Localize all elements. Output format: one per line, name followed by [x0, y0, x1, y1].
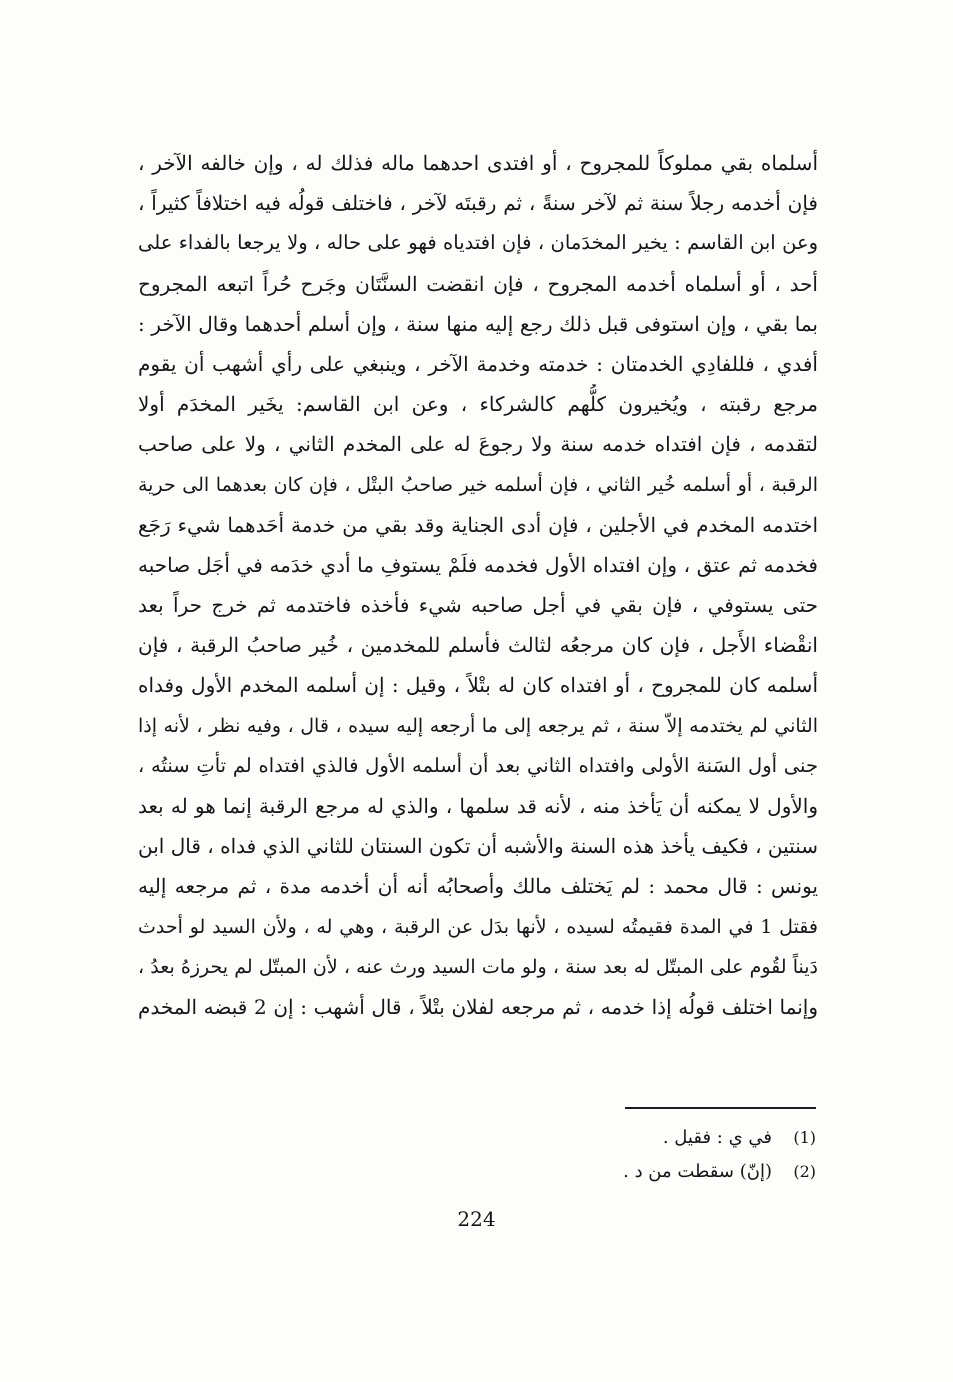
text-line: يونس : قال محمد : لم يَختلف مالك وأصحابُه أنه أن أخدمه مدة ، ثم مرجعه إليه: [138, 874, 818, 899]
text-line: سنتين ، فكيف يأخذ هذه السنة والأشبه أن تكون السنتان للثاني الذي فداه ، قال ابن: [138, 834, 818, 859]
footnote-number: (2): [793, 1162, 816, 1181]
text-line: لتقدمه ، فإن افتداه خدمه سنة ولا رجوعَ له على المخدم الثاني ، ولا على صاحب: [138, 432, 818, 457]
text-line: جنى أول السَنة الأولى وافتداه الثاني بعد أن أسلمه الأول فالذي افتداه لم تأتِ سنتُه ،: [138, 753, 818, 777]
text-line: فإن أخدمه رجلاً سنة ثم لآخر سنةً ، ثم رقبتَه لآخر ، فاختلف قولُه فيه اختلافاً كثيراً ،: [138, 191, 818, 216]
text-line: فقتل 1 في المدة فقيمتُه لسيده ، لأنها بدَل عن الرقبة ، وهي له ، ولأن السيد لو أحدث: [138, 915, 818, 938]
page-number: 224: [457, 1207, 496, 1231]
footnote: [560, 1121, 816, 1155]
text-line: أحد ، أو أسلماه أخدمه المجروح ، فإن انقضت السنَّتَان وجَرح حُراً اتبعه المجروح: [138, 271, 818, 296]
text-line: فخدمه ثم عتق ، وإن افتداه الأول فخدمه فلَمْ يستوفِ ما أدي خدَمه في أجَل صاحبه: [138, 552, 818, 577]
text-line: الرقبة ، أو أسلمه خُير الثاني ، فإن أسلمه خير صاحبُ البتْل ، فإن كان بعدهما الى حرية: [138, 473, 818, 496]
footnote-divider: [625, 1107, 816, 1109]
text-line: مرجع رقبته ، ويُخيرون كلُّهم كالشركاء ، وعن ابن القاسم: يخَير المخدَم أولا: [138, 392, 818, 417]
footnote-text: (إنّ) سقطت من د .: [623, 1161, 772, 1182]
footnotes: [560, 1121, 816, 1189]
main-text: [138, 143, 818, 1027]
text-line: أفدي ، فللفادِي الخدمتان : خدمته وخدمة الآخر ، وينبغي على رأي أشهب أن يقوم: [138, 351, 818, 376]
text-line: والأول لا يمكنه أن يَأخذ منه ، لأنه قد سلمها ، والذي له مرجع الرقبة إنما هو له بعد: [138, 794, 818, 818]
text-line: بما بقي ، وإن استوفى قبل ذلك رجع إليه منها سنة ، وإن أسلم أحدهما وقال الآخر :: [138, 311, 818, 336]
text-line: وعن ابن القاسم : يخير المخدَمان ، فإن افتدياه فهو على حاله ، ولا يرجعا بالفداء على: [138, 231, 818, 255]
text-line: أسلمه كان للمجروح ، أو افتداه كان له بتْلاً ، وقيل : إن أسلمه المخدم الأول وفداه: [138, 673, 818, 698]
footnote: [560, 1155, 816, 1189]
text-line: اختدمه المخدم في الأجلين ، فإن أدى الجناية وقد بقي من خدمة أحَدهما شيء رَجَع: [138, 512, 818, 537]
footnote-number: (1): [793, 1128, 816, 1147]
text-line: الثاني لم يختدمه إلاّ سنة ، ثم يرجعه إلى ما أرجعه إليه سيده ، قال ، وفيه نظر ، لأنه إذا: [138, 714, 818, 737]
text-line: وإنما اختلف قولُه إذا خدمه ، ثم مرجعه لفلان بتْلاً ، قال أشهب : إن 2 قبضه المخدم: [138, 994, 818, 1019]
text-line: انقْضاء الأَجل ، فإن كان مرجعُه لثالث فأسلم للمخدمين ، خُير صاحبُ الرقبة ، فإن: [138, 633, 818, 658]
footnote-text: في ي : فقيل .: [662, 1127, 772, 1148]
text-line: أسلماه بقي مملوكاً للمجروح ، أو افتدى احدهما ماله فذلك له ، وإن خالفه الآخر ،: [138, 151, 818, 175]
text-line: دَيناً لقُوم على المبتّل له بعد سنة ، ولو مات السيد ورث عنه ، لأن المبتّل لم يحرزهُ بعدُ ،: [138, 955, 818, 978]
text-line: حتى يستوفي ، فإن بقي في أجل صاحبه شيء فأخذه فاختدمه ثم خرج حراً بعد: [138, 593, 818, 618]
